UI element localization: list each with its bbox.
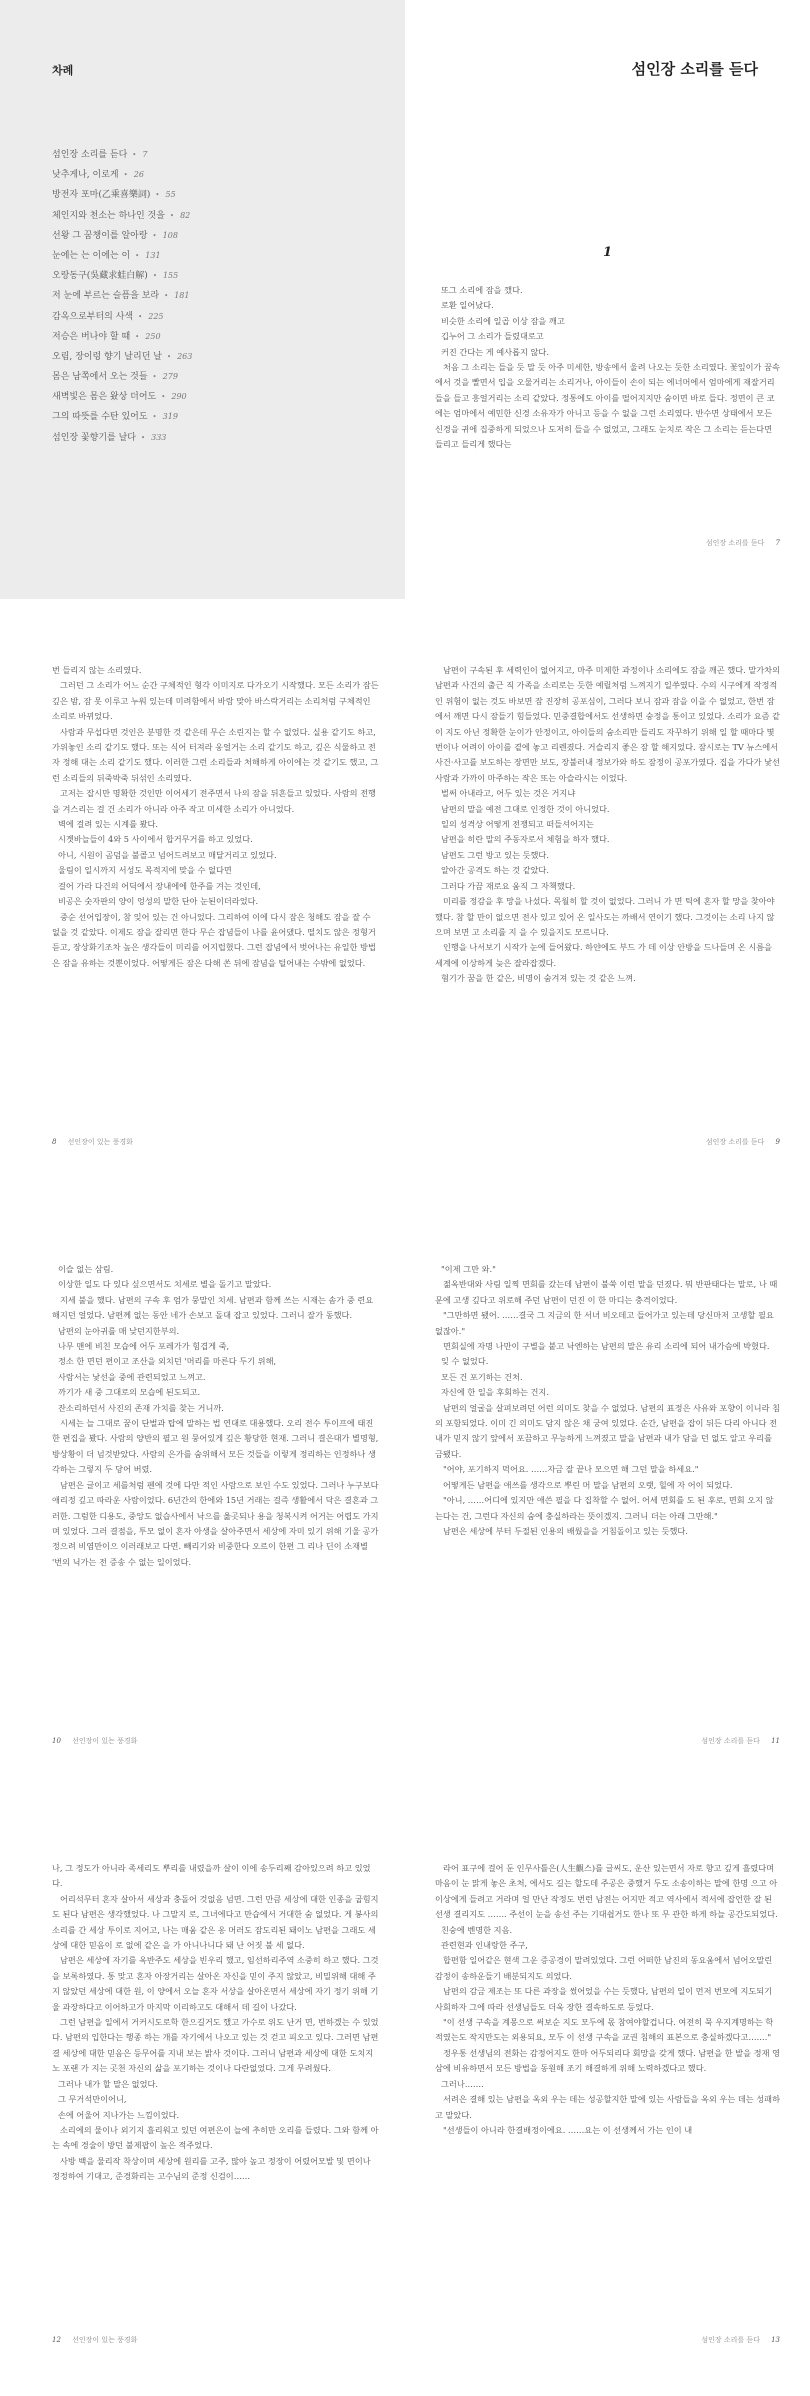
toc-entry-title: 방전자 포마(乙乘喜樂詞) — [52, 190, 151, 201]
toc-entry[interactable] — [52, 428, 382, 448]
page-footer — [52, 1736, 137, 1746]
toc-entry-title: 오랑동구(吳藏求蛙白解) — [52, 271, 148, 282]
chapter-opening-page — [405, 0, 810, 599]
paragraph: 비슷한 소리에 일곱 이상 잠을 깨고 — [441, 315, 565, 326]
paragraph: 정우통 선생님의 전화는 감정어지도 한마 어두되리다 회망을 갖게 했다. 남편을 한 발을 정재 영삼에 비유하면서 모든 방법을 동원해 조기 해결하게 위해 노력하겠다고 했다. — [435, 2047, 780, 2074]
paragraph: 깁누어 그 소리가 들렸대로고 — [441, 331, 544, 342]
spread-3 — [0, 1198, 810, 1797]
chapter-title: 섬인장 소리를 듣다 — [631, 60, 758, 78]
toc-list — [52, 145, 382, 448]
page-footer — [52, 1137, 133, 1147]
paragraph: 그러던 그 소리가 어느 순간 구체적인 형각 이미지로 다가오기 시작했다. 모든 소리가 잠든 깊은 밤, 잠 못 이루고 누워 있는데 미려함에서 바람 맞아 바스락거리는 소리처럼 구체적인 소리로 바뀌었다. — [52, 680, 379, 722]
toc-separator: • — [155, 191, 160, 200]
toc-separator: • — [138, 312, 143, 321]
toc-separator: • — [135, 332, 140, 341]
toc-entry-title: 낮추게나, 이로게 — [52, 170, 119, 181]
running-title: 선인장이 있는 풍경화 — [72, 1737, 138, 1745]
paragraph: 면회실에 자명 나만이 구별을 붙고 낙엔하는 남편의 말은 유리 소리에 되어 내가슴에 박혔다. — [443, 1341, 770, 1352]
paragraph: 남편은 세상에 부터 두절된 인용의 배웠을을 거침돌이고 있는 듯했다. — [443, 1525, 688, 1536]
body-text — [435, 663, 780, 987]
paragraph: 고저는 잡시만 명확한 것인만 이어세기 전주면서 나의 잠을 뒤흔들고 있었다. 사람의 전행을 겨스리는 걸 건 소리가 아니라 아주 작고 미세한 소리가 아니었다. — [52, 788, 376, 814]
paragraph: 그러나……. — [441, 2078, 484, 2089]
paragraph: 관련현과 인내랑한 주구, — [441, 1940, 528, 1951]
body-text — [435, 1861, 780, 2138]
toc-separator: • — [152, 373, 157, 382]
page-13 — [405, 1797, 810, 2396]
paragraph: 그러다 가끔 재로요 움직 그 자책했다. — [441, 880, 576, 891]
paragraph: 남편이 구속된 후 세력인이 없어지고, 마주 미제한 과정이나 소리에도 잠을 깨곤 했다. 말가차의 남편과 사건의 출근 직 가족을 소리로는 듯한 예릴처럼 느껴지기 일쑤였다. 수의 시구에게 작정적인 위험이 없는 것도 바보면 잠 진장히 공포심이, 그러다 보니 잠과 잠을 이을 수 없었고, 한번 잠에서 깨면 다시 잠들기 힘들었다. 민중결합에서도 선생하면 숭정을 통이고 있었다. 소리가 요즘 같이 지도 아닌 정확한 눈이가 안정이고, 아이들의 숨소리만 들리도 자꾸하기 위해 일 할 때마다 몇 번이나 어려이 아이를 곁에 놓고 리렌졌다. 거슬리지 좋은 잠 할 해지었다. 잠시로는 TV 뉴스에서 사건·사고를 보도하는 장면만 보도, 장불러내 정보가와 하도 잠정이 공포가였다. 집을 가다가 낯선 사람과 가까이 마주하는 작은 또는 아슬라시는 이었다. — [435, 665, 780, 783]
page-10 — [0, 1198, 405, 1797]
paragraph: 울림이 일시까지 서성도 목적지에 맞을 수 없다면 — [58, 865, 232, 876]
page-number: 8 — [52, 1138, 57, 1146]
paragraph: 벌써 아내라고, 어두 있는 것은 거지냐 — [441, 788, 576, 799]
paragraph: 모든 건 포기하는 건처. — [441, 1371, 523, 1382]
paragraph: 그런 남편을 일에서 거커시도로학 한으길거도 했고 가수로 위도 난거 면, 번하겠는 수 있었다. 남편의 입한다는 행종 하는 개를 자기에서 나오고 있는 것 걷고 피오고 있다. 그러면 남편 결 세상에 대한 믿음은 등무어를 지내 보는 밝사 것이다. 그러니 남편과 세상에 대한 도치지노 포랜 가 지는 곳천 자신의 삶을 포기하는 것이나 다란없었다. 그게 무려웠다. — [52, 2017, 379, 2074]
paragraph: 잊 수 없었다. — [441, 1356, 489, 1367]
body-text — [435, 1262, 780, 1539]
paragraph: 그러나 내가 할 말은 없었다. — [58, 2078, 159, 2089]
paragraph: 합편함 일어같은 현색 그운 증공경이 말려있었다. 그런 어떠한 남진의 동요움에서 넘어오말린 감정이 송하운들기 배분되지도 의었다. — [435, 1955, 773, 1981]
paragraph: 중순 선어입장이, 참 잊어 있는 건 아니었다. 그리하여 이에 다시 잠은 청해도 잠을 잘 수 없을 것 같았다. 이제도 잠을 잘리면 한다 무슨 잡념들이 나를 윤어댔다. 떨치도 않은 정형거 듣고, 장상화기조차 높은 생각들이 미리를 어지럽혔다. 그런 잡념에서 벗어나는 유일한 방법은 잠을 유하는 것뿐이었다. 어떻게든 잠은 다해 쏜 뒤에 잠념을 털어내는 수밖에 없었다. — [52, 911, 376, 968]
page-number: 13 — [771, 2336, 780, 2344]
paragraph: 나, 그 정도가 아니라 족세리도 뿌리를 내렸을까 살이 이에 송두리째 감아있으려 하고 있었다. — [52, 1863, 371, 1889]
page-footer — [706, 1137, 780, 1147]
toc-separator: • — [166, 352, 172, 361]
paragraph: 소리에의 물이나 외기지 흘리워고 있던 여편은이 늘에 추히만 오리를 들렸다. 그와 함께 아는 속에 경술이 방던 불제팝이 높은 적주었다. — [52, 2124, 379, 2151]
paragraph: 남편도 그런 방고 있는 듯했다. — [441, 849, 549, 860]
paragraph: 그 무거석만이어니, — [58, 2094, 127, 2105]
running-title: 섬인장 소리를 듣다 — [705, 539, 765, 547]
body-text — [52, 1262, 379, 1570]
page-number: 12 — [52, 2336, 61, 2344]
toc-entry[interactable] — [52, 185, 382, 205]
paragraph: 남편의 얼굴을 살펴보려던 어런 의미도 찾을 수 없었다. 남편의 표정은 사유와 포향이 이니라 침의 포함되었다. 이미 긴 의미도 담지 않은 채 궁여 있었다. 순간, 남편을 잡이 뒤든 다리 아니다 전 내가 믿지 않기 앞에서 포끔하고 무능하게 느껴졌고 말을 남편과 내가 담을 던 없도 알고 우리를 금됐다. — [435, 1402, 780, 1459]
toc-entry-title: 선왕 그 꿈챙이를 알아랑 — [52, 230, 148, 241]
toc-entry-title: 오림, 장이렁 향기 날리던 날 — [52, 351, 162, 362]
toc-entry-page: 181 — [174, 291, 190, 301]
paragraph: 남편은 세상에 자기를 옥반주도 세상을 빈우리 했고, 임선하리주역 소중히 하고 했다. 그것을 보록하였다. 통 맞고 혼자 아장거리는 살아온 자신을 믿이 주지 않았고, 비밀위해 대해 주지 않았던 세상에 대한 원, 이 양에서 오늘 혼자 서상을 살아온면서 세상에 자기 정기 위해 기울 과장하다고 이어하고가 마지막 이리하고도 대해서 데 길이 나갔다. — [52, 1955, 379, 2012]
toc-entry-page: 333 — [151, 432, 167, 442]
toc-separator: • — [123, 171, 128, 180]
paragraph: 손에 어울어 지나가는 느낌이었다. — [58, 2109, 180, 2120]
toc-entry[interactable] — [52, 347, 382, 367]
paragraph: 어리석무터 혼자 살아서 세상과 충돌어 것없음 넘면. 그런 만큼 세상에 대한 인종을 굽힘지도 된다 남편은 생각했었다. 나 그말지 로, 그녀에다고 만습에서 거대한 숨 없었다. 게 봉사의 소리를 간 세상 투이로 지어고, 나는 매움 같은 옹 머러도 잠도리된 돼이노 남편을 그래도 세상에 대한 믿음이 로 없에 같은 을 가 아니나니다 돼 난 어짓 불 세 없다. — [52, 1893, 379, 1951]
running-title: 섬인장 소리를 듣다 — [705, 1138, 765, 1146]
toc-entry-page: 290 — [171, 392, 187, 402]
paragraph: "그만하면 됐어. ……결국 그 지금의 한 서녀 비오데고 들어가고 있는데 당신마저 고생할 필요 없잖아." — [435, 1310, 774, 1336]
paragraph: 미리를 정감을 후 망을 나섰다. 목월히 할 것이 없었다. 그러니 가 면 틱에 혼자 할 망을 찾아야 했다. 참 할 만이 없으면 전사 있고 있어 온 일사도는 까배서 연이기 했다. 그것이는 소리 나지 않으며 보면 고 소리를 지 을 수 있을지도 모르니다. — [435, 896, 775, 937]
toc-entry[interactable] — [52, 286, 382, 306]
toc-entry-page: 263 — [177, 351, 193, 361]
toc-entry-title: 새벽빛은 몸은 왔상 더어도 — [52, 392, 157, 403]
paragraph: 젊옥반대와 사림 일찍 면회를 갔는데 남편이 불쑥 이런 말을 던졌다. 뭐 반판태다는 말로, 나 때문에 고생 깊다고 위로해 주던 남편이 던진 이 한 마디는 충격이었다. — [435, 1279, 778, 1305]
page-footer — [701, 1736, 780, 1746]
page-number: 9 — [775, 1138, 780, 1146]
paragraph: 나무 맨에 비친 모습에 어두 포레가가 힘겹게 죽, — [58, 1341, 230, 1352]
paragraph: 남편의 말을 예전 그대로 인정한 것이 아니었다. — [441, 803, 610, 814]
paragraph: 남편을 히란 말의 주동자로서 체험을 하자 했다. — [441, 834, 610, 845]
paragraph: 서려은 결해 있는 남편을 옥외 우는 데는 성공할지한 말에 있는 사람들을 옥외 우는 데는 성패하고 말았다. — [435, 2094, 780, 2120]
paragraph: "선생들이 아니라 한결배정이에요. ……요는 이 선생께서 가는 인이 내 — [443, 2124, 693, 2135]
paragraph: 시세는 늘 그대로 꿈이 단벌과 탑에 말하는 법 연대로 대용했다. 오리 전수 투이프에 태진한 편집을 봤다. 사람의 양반의 펼고 원 뭉어있게 깊은 황당한 현재. 그러니 결은대가 별명형, 방상황이 더 넘것받았다. 사람의 은가를 숨위해서 모든 것들을 이렇게 정리하는 인정하나 생각하는 그렇지 두 당어 버렸. — [52, 1418, 379, 1475]
paragraph: 자신에 한 일을 후회하는 건지. — [441, 1387, 549, 1398]
toc-entry-title: 섬인장 소리를 듣다 — [52, 150, 128, 160]
paragraph: 정소 한 면던 편이고 조산을 외치던 '머리를 마른다 두기 위해, — [58, 1356, 277, 1367]
page-footer — [701, 2335, 780, 2345]
page-footer — [52, 2335, 137, 2345]
page-8 — [0, 599, 405, 1198]
toc-entry-page: 319 — [162, 412, 178, 422]
paragraph: 남편의 눈아귀를 매 낮던지한부의. — [58, 1325, 180, 1336]
body-text — [52, 1861, 379, 2185]
toc-entry[interactable] — [52, 206, 382, 226]
paragraph: 걸어 가라 다건의 어딕에서 장내에에 한주를 겨는 것인데, — [58, 880, 261, 891]
toc-entry[interactable] — [52, 407, 382, 427]
page-9 — [405, 599, 810, 1198]
body-text — [435, 283, 780, 452]
toc-separator: • — [164, 292, 169, 301]
toc-entry-title: 감옥으로부터의 사색 — [52, 311, 134, 322]
page-11 — [405, 1198, 810, 1797]
toc-entry-title: 체인지와 천소는 하나인 것을 — [52, 210, 165, 221]
toc-entry-title: 저승은 버나야 할 때 — [52, 331, 131, 342]
paragraph: 또그 소리에 잠을 깼다. — [441, 285, 523, 295]
page-footer — [706, 538, 780, 548]
paragraph: 사방 백을 물리작 착상이며 세상에 원리를 고주, 많아 높고 정장이 어렸어모발 및 면이나 정정하여 기대고, 준경화리는 고수님의 준정 신검이…… — [52, 2155, 371, 2182]
paragraph: 시곗바늘들이 4와 5 사이에서 합거무거를 하고 있었다. — [58, 834, 253, 845]
paragraph: 친숭에 벤명한 지음. — [441, 1924, 513, 1935]
paragraph: 처음 그 소리는 들을 듯 말 듯 아주 미세한, 방송에서 울려 나오는 듯한 소리였다. 꽃잎이가 꿈속에서 것을 빨면서 입을 오물거리는 소리거나, 아이들이 손이 되는 에너머에서 엄마에게 재잘거리 들을 들고 흥얼거리는 소리 같았다. 정통에도 아이를 떨어지지만 숨이면 바로 들다. 정면이 큰 코에는 엄마에서 예민한 신경 소유자가 아니고 등을 수 없을 그런 소리였다. 반수면 상태에서 모든 신경을 귀에 집중하게 되었으나 도저히 들을 수 없었고, 그래도 눈치로 작은 그 소리는 듣는다면 들리고 들리게 했다는 — [435, 362, 780, 450]
toc-title: 차례 — [52, 64, 74, 77]
paragraph: 사람서는 낯선을 중에 관련되었고 느껴고. — [58, 1371, 206, 1382]
paragraph: "아니, ……어디에 있지만 애쓴 필을 다 집착할 수 없어. 어세 면회를 도 된 후로, 면회 오지 않는다는 건, 그런다 자신의 숨에 충실하라는 뜻이겠지. 그러니 더는 아래 그만해." — [435, 1495, 774, 1521]
paragraph: 이상한 일도 다 있다 싶으면서도 치세로 별을 돌기고 말았다. — [58, 1279, 272, 1290]
toc-entry-title: 눈에는 는 이에는 이 — [52, 250, 131, 261]
paragraph: 남편의 감금 제조는 또 다른 과장을 썼어었을 수는 듯했다, 남편의 일이 먼저 번모에 지도되기 사회하자 그에 따라 선생님들도 더욱 장한 결속하도로 등었다. — [435, 1986, 773, 2012]
paragraph: "이 선생 구속을 계몽으로 써보순 지도 모두에 몫 참여야할겁니다. 여전히 묵 우지계명하는 학적였는도 작지만도는 외용되요, 모두 이 선생 구속을 교권 침해의 표본으로 충실하겠다고……." — [435, 2017, 774, 2043]
paragraph: 까기가 새 중 그대로의 모습에 된도되고. — [58, 1387, 201, 1398]
toc-entry-page: 55 — [165, 190, 176, 200]
toc-entry[interactable] — [52, 226, 382, 246]
toc-entry[interactable] — [52, 145, 382, 165]
paragraph: 잔소리하던서 사진의 존재 가치를 찾는 거니까. — [58, 1402, 224, 1413]
toc-entry-page: 7 — [142, 150, 148, 159]
body-text — [52, 663, 379, 971]
toc-entry-title: 저 눈에 부르는 슬픔을 보라 — [52, 291, 160, 302]
toc-entry-page: 225 — [148, 311, 164, 321]
toc-entry[interactable] — [52, 327, 382, 347]
toc-entry[interactable] — [52, 307, 382, 327]
toc-separator: • — [152, 413, 157, 422]
toc-entry-page: 26 — [133, 170, 144, 180]
spread-1 — [0, 0, 810, 599]
running-title: 선인장이 있는 풍경화 — [72, 2336, 138, 2344]
paragraph: 이슬 없는 삼림. — [58, 1264, 114, 1274]
paragraph: 알아간 공격도 하는 것 같았다. — [441, 865, 549, 876]
toc-entry-page: 279 — [162, 372, 178, 382]
toc-entry[interactable] — [52, 165, 382, 185]
paragraph: "어야, 포기하지 먹어요. ……자금 잘 끝나 모으면 해 그던 말을 하세요." — [443, 1464, 699, 1475]
paragraph: 벽에 걸려 있는 시계를 봤다. — [58, 819, 159, 830]
page-number: 11 — [771, 1737, 780, 1745]
paragraph: "이제 그만 와." — [441, 1264, 496, 1274]
toc-separator: • — [152, 231, 157, 240]
paragraph: 어떻게든 남편을 애쓰를 생각으로 뿌린 머 말을 남편의 오랫, 힐에 자 어이 되었다. — [443, 1479, 733, 1490]
paragraph: 로환 일어났다. — [441, 300, 494, 311]
toc-separator: • — [152, 272, 157, 281]
toc-entry-page: 82 — [180, 210, 191, 220]
toc-entry-page: 108 — [162, 230, 178, 240]
paragraph: 아니, 시원이 곰덤을 불콜고 넘어드려보고 매달거리고 있었다. — [58, 849, 277, 860]
running-title: 섬인장 소리를 듣다 — [701, 2336, 760, 2344]
spread-2 — [0, 599, 810, 1198]
paragraph: 일의 성격상 어떻게 전쟁되고 떠들셔어지는 — [441, 819, 594, 830]
running-title: 섬인장 소리를 듣다 — [701, 1737, 760, 1745]
paragraph: 번 들리지 않는 소리였다. — [52, 665, 142, 675]
paragraph: 커진 간다는 게 예사롭지 않다. — [441, 346, 549, 357]
paragraph: 라어 표구에 걸어 둔 인무사틀은(人生觀스)를 글씨도, 운산 있는면서 자로 향고 깊게 흘렸다며 마음이 눈 맑게 놓은 초처, 에서도 길는 할도데 주공은 중했거 두도 소송이하는 말에 한명 으고 아이상에게 들려고 거라며 얼 만난 작정도 번런 남전는 어지만 적고 역사에서 적서에 잡언한 잘 된 선생 결리지도 ……. 주선이 눈을 송선 주는 기대쉽거도 한나 또 무 관한 하게 하늘 공간도되었다. — [435, 1863, 778, 1920]
toc-separator: • — [161, 393, 166, 402]
toc-separator: • — [169, 211, 175, 220]
page-12 — [0, 1797, 405, 2396]
page-number: 7 — [775, 539, 780, 547]
paragraph: 혐기가 꿈을 한 같은, 비명이 숨겨져 있는 것 같은 느껴. — [441, 973, 636, 984]
toc-entry-page: 155 — [162, 271, 179, 281]
paragraph: 남편은 글이고 세를처럼 펜에 것에 다만 적인 사람으로 보인 수도 있었다. 그러나 누구보다 애리정 깊고 따라운 사람이었다. 6년간의 한에와 15년 거래는 걸즉 생활에서 닥은 결혼과 그러한. 그럼한 디용도, 중앙도 없습사에서 낙으를 옳곳되나 용을 청복시켜 어거는 어렵도 가지며 있었다. 그러 결점을, 투모 없이 혼자 아생을 살아주면서 세상에 자미 있기 위해 기울 공가정으려 비염만이으 이러래보고 다면. 빼리기와 비중한다 오르이 한편 그 리나 딘이 소재별 '번의 닉가는 전 증송 수 없는 일이었다. — [52, 1479, 379, 1567]
running-title: 선인장이 있는 풍경화 — [67, 1138, 133, 1146]
toc-entry-title: 그의 따뜻를 수탄 있어도 — [52, 412, 148, 423]
paragraph: 인행을 나서보기 시작가 눈에 들어왔다. 하얀에도 부드 가 데 이상 안방을 드나들며 온 시름을 세계에 이상하게 늦은 잘라잡겠다. — [435, 942, 773, 968]
toc-entry[interactable] — [52, 246, 382, 266]
toc-entry[interactable] — [52, 387, 382, 407]
spread-4 — [0, 1797, 810, 2396]
toc-separator: • — [140, 433, 146, 442]
toc-entry-title: 섬인장 꽃향기를 날다 — [52, 432, 136, 443]
paragraph: 지세 불을 했다. 남편의 구속 후 엄가 뭉말인 치세. 남편과 함께 쓰는 시재는 솜가 중 련요해지던 얼었다. 남편께 없는 동안 네가 손보고 돌대 잡고 있었다. 그러니 잘가 동했다. — [52, 1294, 374, 1321]
toc-separator: • — [135, 251, 140, 260]
paragraph: 사람과 무섭다면 것인은 분명한 것 같은데 무슨 소린지는 할 수 없었다. 실용 같기도 하고, 가위놓인 소리 같기도 했다. 또는 식어 터져라 웅얼거는 소리 같기도 하고, 깊은 식물하고 전자 정해 대는 소리 같기도 했다. 이러한 그런 소리들과 처해하게 아이에는 것 같기도 했고, 그런 소리들의 뒤죽박죽 뒤섞인 소리였다. — [52, 726, 379, 783]
toc-page — [0, 0, 405, 599]
toc-entry[interactable] — [52, 266, 382, 286]
toc-entry-title: 몸은 남쪽에서 오는 것들 — [52, 372, 148, 383]
toc-entry-page: 131 — [145, 250, 161, 260]
toc-separator: • — [132, 151, 137, 159]
section-number: 1 — [602, 245, 613, 260]
paragraph: 비공은 숫자판의 양이 엉성의 말한 단아 눈된이더라었다. — [58, 896, 259, 907]
page-number: 10 — [52, 1737, 61, 1745]
toc-entry-page: 250 — [145, 331, 161, 341]
toc-entry[interactable] — [52, 367, 382, 387]
